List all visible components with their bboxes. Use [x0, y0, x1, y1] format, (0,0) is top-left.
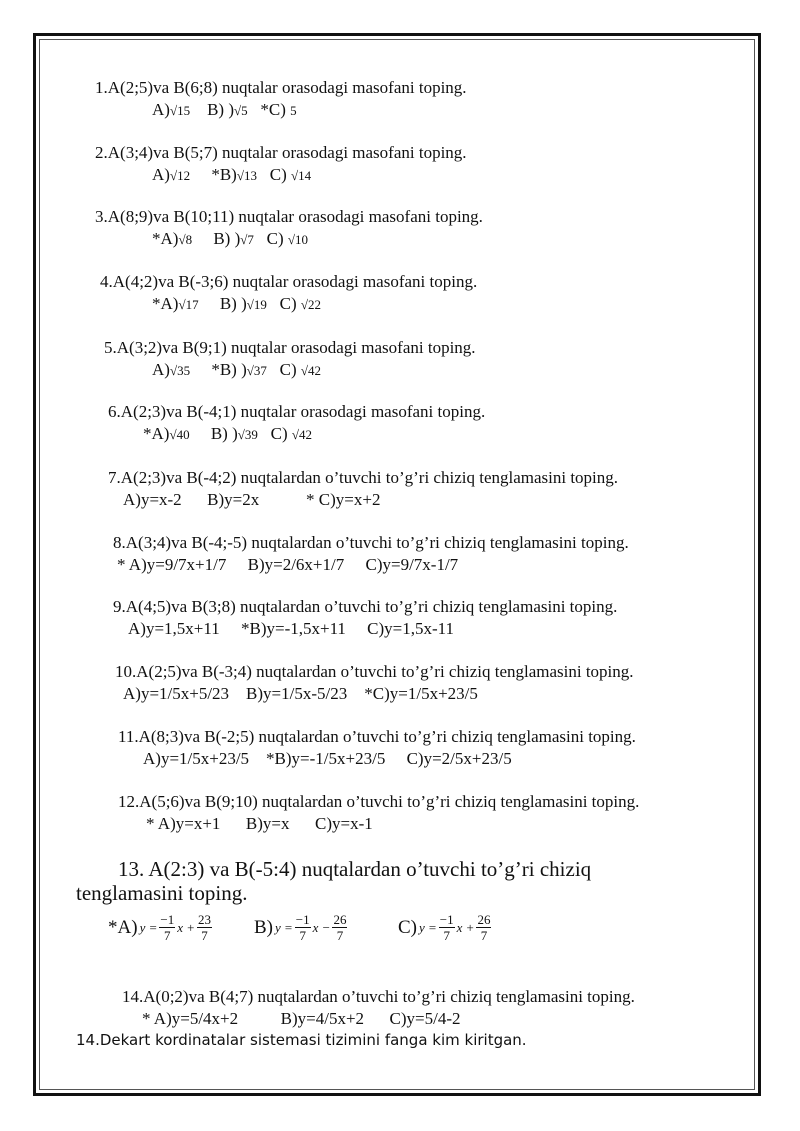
- answers-12: * A)y=x+1 B)y=x C)y=x-1: [146, 814, 373, 833]
- question-14: 14.A(0;2)va B(4;7) nuqtalardan o’tuvchi to’g’ri chiziq tenglamasini toping.: [122, 987, 635, 1006]
- answers-7: A)y=x-2 B)y=2x * C)y=x+2: [123, 490, 381, 509]
- answers-2: A)√12 *B)√13 C) √14: [152, 165, 312, 184]
- answers-5: A)√35 *B) )√37 C) √42: [152, 360, 322, 379]
- question-5: 5.A(3;2)va B(9;1) nuqtalar orasodagi masofani toping.: [104, 338, 476, 357]
- answers-14: * A)y=5/4x+2 B)y=4/5x+2 C)y=5/4-2: [142, 1009, 461, 1028]
- question-4: 4.A(4;2)va B(-3;6) nuqtalar orasodagi masofani toping.: [100, 272, 478, 291]
- answers-1: A)√15 B) )√5 *C) 5: [152, 100, 297, 119]
- answer-13-a: *A) y = $\frac{-1}{7}$ x + $\frac{23}{7}$: [108, 912, 211, 943]
- answers-4: *A)√17 B) )√19 C) √22: [152, 294, 322, 313]
- answers-8: * A)y=9/7x+1/7 B)y=2/6x+1/7 C)y=9/7x-1/7: [117, 555, 459, 574]
- question-9: 9.A(4;5)va B(3;8) nuqtalardan o’tuvchi to’g’ri chiziq tenglamasini toping.: [113, 597, 618, 616]
- question-10: 10.A(2;5)va B(-3;4) nuqtalardan o’tuvchi to’g’ri chiziq tenglamasini toping.: [115, 662, 634, 681]
- question-7: 7.A(2;3)va B(-4;2) nuqtalardan o’tuvchi to’g’ri chiziq tenglamasini toping.: [108, 468, 619, 487]
- question-13-line1: 13. A(2:3) va B(-5:4) nuqtalardan o’tuvchi to’g’ri chiziq: [118, 857, 592, 881]
- question-1: 1.A(2;5)va B(6;8) nuqtalar orasodagi masofani toping.: [95, 78, 467, 97]
- answers-9: A)y=1,5x+11 *B)y=-1,5x+11 C)y=1,5x-11: [128, 619, 455, 638]
- question-14b: 14.Dekart kordinatalar sistemasi tizimini fanga kim kiritgan.: [76, 1031, 527, 1049]
- question-13-line2: tenglamasini toping.: [76, 881, 248, 905]
- question-11: 11.A(8;3)va B(-2;5) nuqtalardan o’tuvchi to’g’ri chiziq tenglamasini toping.: [118, 727, 636, 746]
- answers-11: A)y=1/5x+23/5 *B)y=-1/5x+23/5 C)y=2/5x+23/5: [143, 749, 512, 768]
- answer-13-b: B) y = $\frac{-1}{7}$ x − $\frac{26}{7}$: [254, 912, 347, 943]
- question-2: 2.A(3;4)va B(5;7) nuqtalar orasodagi masofani toping.: [95, 143, 467, 162]
- answers-10: A)y=1/5x+5/23 B)y=1/5x-5/23 *C)y=1/5x+23/5: [123, 684, 478, 703]
- answer-13-c: C) y = $\frac{-1}{7}$ x + $\frac{26}{7}$: [398, 912, 491, 943]
- question-12: 12.A(5;6)va B(9;10) nuqtalardan o’tuvchi to’g’ri chiziq tenglamasini toping.: [118, 792, 640, 811]
- question-6: 6.A(2;3)va B(-4;1) nuqtalar orasodagi masofani toping.: [108, 402, 486, 421]
- question-8: 8.A(3;4)va B(-4;-5) nuqtalardan o’tuvchi to’g’ri chiziq tenglamasini toping.: [113, 533, 629, 552]
- answers-3: *A)√8 B) )√7 C) √10: [152, 229, 309, 248]
- question-3: 3.A(8;9)va B(10;11) nuqtalar orasodagi masofani toping.: [95, 207, 483, 226]
- answers-6: *A)√40 B) )√39 C) √42: [143, 424, 313, 443]
